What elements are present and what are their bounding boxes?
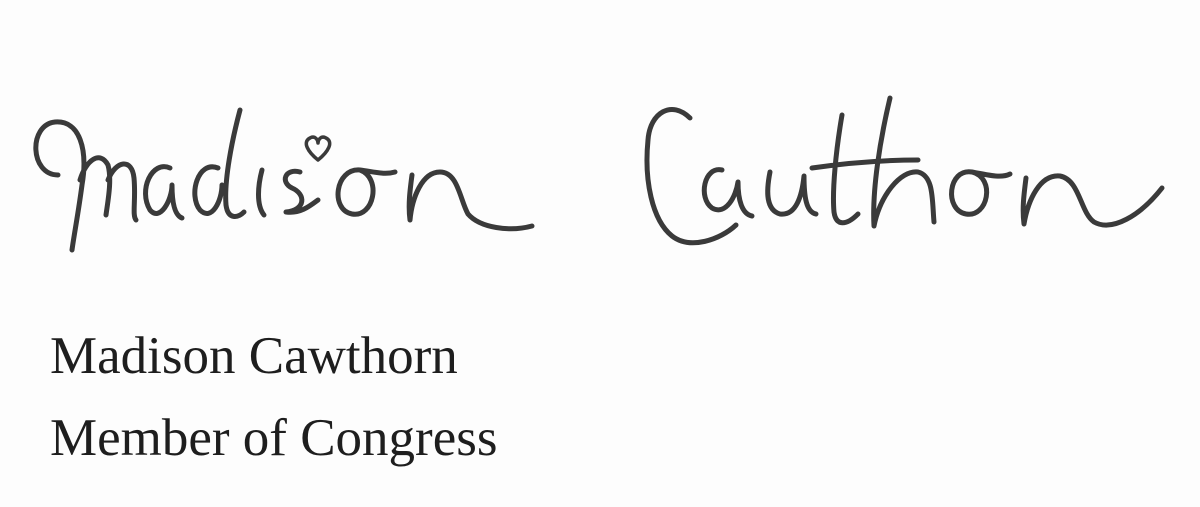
signature-stroke-o2 <box>952 172 1010 215</box>
signature-stroke-c <box>647 109 736 242</box>
heart-dot-icon <box>306 137 329 160</box>
signature-stroke-m <box>36 122 136 250</box>
signature-stroke-u <box>768 172 816 214</box>
signature-stroke-a2 <box>704 170 752 216</box>
signature-stroke-o <box>338 170 395 214</box>
signer-name: Madison Cawthorn <box>50 327 458 385</box>
signature-stroke-a <box>146 167 182 218</box>
signer-title: Member of Congress <box>50 409 498 467</box>
signature-stroke-n <box>409 172 532 229</box>
signature-stroke-n2 <box>1023 176 1162 225</box>
signature-stroke-d <box>195 110 244 216</box>
signature-stroke-i <box>259 170 265 215</box>
signature-stroke-s <box>285 171 318 212</box>
signature-stroke-t <box>812 115 918 223</box>
